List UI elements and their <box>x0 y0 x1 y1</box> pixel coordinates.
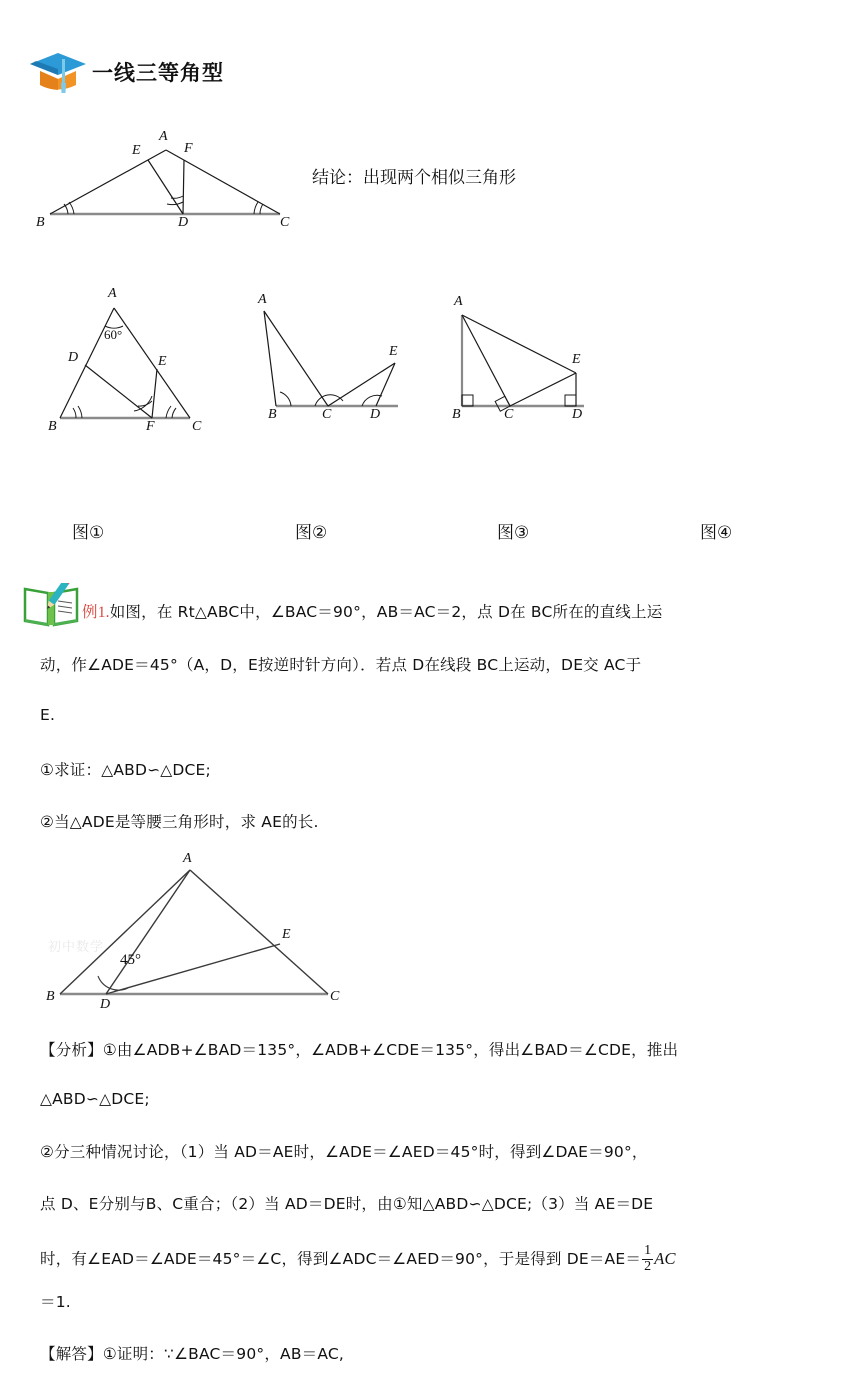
point-label-E: E <box>389 344 398 359</box>
point-label-B: B <box>36 215 45 230</box>
angle-label-60: 60° <box>104 327 123 342</box>
figure-caption-4: 图④ <box>700 523 733 543</box>
watermark-text: 初中数学 <box>48 940 105 955</box>
example-line-3: E. <box>40 706 56 724</box>
point-label-C: C <box>504 407 514 422</box>
point-label-A: A <box>454 294 463 309</box>
point-label-D: D <box>68 350 79 365</box>
fraction-numerator: 1 <box>644 1243 652 1258</box>
angle-label-45: 45° <box>120 952 141 968</box>
point-label-E: E <box>158 354 167 369</box>
figure-caption-1: 图① <box>72 523 105 543</box>
analysis-line-5-text: 时，有∠EAD＝∠ADE＝45°＝∠C，得到∠ADC＝∠AED＝90°，于是得到 DE＝AE＝ <box>40 1249 642 1268</box>
example-line-4: ①求证：△ABD∽△DCE; <box>40 761 211 779</box>
point-label-E: E <box>572 352 581 367</box>
point-label-D: D <box>178 215 189 230</box>
figure-3-diagram <box>444 293 604 423</box>
point-label-D: D <box>572 407 583 422</box>
figure-2-diagram <box>258 293 418 423</box>
analysis-line-3: ②分三种情况讨论，（1）当 AD＝AE时，∠ADE＝∠AED＝45°时，得到∠DAE＝90°， <box>40 1143 648 1161</box>
point-label-B: B <box>46 989 55 1004</box>
example-tag: 例 <box>82 603 98 621</box>
point-label-D: D <box>370 407 381 422</box>
analysis-line-1-text: ①由∠ADB+∠BAD＝135°，∠ADB+∠CDE＝135°，得出∠BAD＝∠CDE，推出 <box>102 1041 679 1059</box>
open-book-pencil-icon <box>22 583 80 629</box>
point-label-B: B <box>452 407 461 422</box>
figure-caption-2: 图② <box>295 523 328 543</box>
solution-line-text: ①证明：∵∠BAC＝90°，AB＝AC, <box>102 1345 345 1363</box>
analysis-line-4: 点 D、E分别与B、C重合；（2）当 AD＝DE时，由①知△ABD∽△DCE;（3）当 AE＝DE <box>40 1195 654 1213</box>
example-line-1 <box>82 600 662 622</box>
figure-caption-3: 图③ <box>497 523 530 543</box>
analysis-label: 【分析】 <box>40 1041 103 1059</box>
solution-label: 【解答】 <box>40 1345 103 1363</box>
point-label-E: E <box>282 927 291 942</box>
point-label-C: C <box>192 419 202 434</box>
point-label-A: A <box>183 851 192 866</box>
one-line-three-equal-angles-diagram <box>28 128 298 233</box>
analysis-line-6: ＝1. <box>40 1293 71 1311</box>
fraction-denominator: 2 <box>644 1258 652 1274</box>
fraction-one-half <box>642 1244 653 1274</box>
point-label-E: E <box>132 143 141 158</box>
analysis-line-2: △ABD∽△DCE; <box>40 1090 150 1108</box>
point-label-B: B <box>48 419 57 434</box>
page-title: 一线三等角型 <box>92 61 224 85</box>
analysis-line-5 <box>40 1244 676 1274</box>
figure-1-diagram <box>48 285 242 440</box>
example-line-5: ②当△ADE是等腰三角形时，求 AE的长. <box>40 813 319 831</box>
point-label-D: D <box>100 997 111 1012</box>
point-label-F: F <box>184 141 193 156</box>
example-line-2: 动，作∠ADE＝45°（A，D，E按逆时针方向）．若点 D在线段 BC上运动，DE交 AC于 <box>40 656 642 674</box>
section-header <box>28 48 224 96</box>
point-label-C: C <box>322 407 332 422</box>
example-number: 1. <box>97 604 110 621</box>
conclusion-text: 结论：出现两个相似三角形 <box>312 168 516 188</box>
point-label-A: A <box>258 292 267 307</box>
example-triangle-diagram <box>44 852 364 1012</box>
analysis-line-1 <box>40 1038 678 1060</box>
point-label-A: A <box>159 129 168 144</box>
fraction-suffix: AC <box>654 1248 676 1268</box>
point-label-C: C <box>330 989 340 1004</box>
point-label-F: F <box>146 419 155 434</box>
point-label-C: C <box>280 215 290 230</box>
point-label-B: B <box>268 407 277 422</box>
point-label-A: A <box>108 286 117 301</box>
solution-line-1 <box>40 1342 344 1364</box>
graduation-cap-icon <box>28 49 88 95</box>
example-line-1-text: 如图，在 Rt△ABC中，∠BAC＝90°，AB＝AC＝2，点 D在 BC所在的直线上运 <box>109 603 663 621</box>
